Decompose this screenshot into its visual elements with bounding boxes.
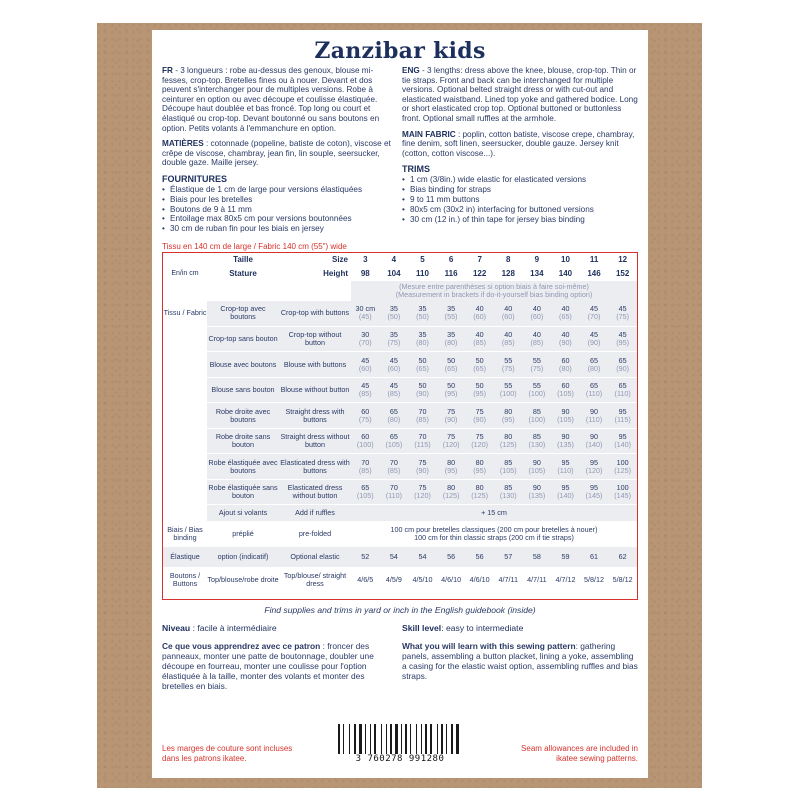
table-cell: 122 <box>472 268 487 278</box>
table-row <box>163 267 637 281</box>
table-cell: 55 (100) <box>494 377 523 403</box>
table-cell: 85 (100) <box>523 403 552 429</box>
table-cell: 90 (105) <box>551 403 580 429</box>
table-cell: 70 (110) <box>380 479 409 505</box>
table-cell: 146 <box>587 268 601 278</box>
table-cell: 45 (75) <box>608 301 637 327</box>
table-cell: 40 (60) <box>523 301 552 327</box>
table-cell: 35 (50) <box>408 301 437 327</box>
barcode-bar <box>460 724 461 754</box>
table-cell: 80 (95) <box>437 454 466 480</box>
materials-fr: MATIÈRES : cotonnade (popeline, batiste de coton), viscose et crêpe de viscose, chambray, jean fin, lin souple, seersucker, double gaze. Maille jersey. <box>162 139 391 168</box>
table-cell: 90 (140) <box>580 428 609 454</box>
barcode-bar <box>363 724 364 754</box>
table-cell: 60 (80) <box>551 352 580 378</box>
table-cell: 6 <box>448 254 454 264</box>
table-cell: 50 (95) <box>437 377 466 403</box>
table-cell: 65 (110) <box>608 377 637 403</box>
table-cell: 4/6/5 <box>357 574 374 584</box>
elastic-label-en: Optional elastic <box>279 547 351 567</box>
row-label-en: Blouse with buttons <box>279 352 351 378</box>
table-cell: 40 (85) <box>523 326 552 352</box>
table-row <box>163 352 637 378</box>
barcode-bar <box>448 724 450 754</box>
table-row <box>163 547 637 567</box>
table-cell: 80 (125) <box>465 479 494 505</box>
barcode-bar <box>456 724 459 754</box>
bias-value: 100 cm pour bretelles classiques (200 cm pour bretelles à nouer) 100 cm for thin classic straps (200 cm if tie straps) <box>390 524 598 542</box>
barcode-bar <box>345 724 348 754</box>
table-cell: 54 <box>380 547 409 567</box>
size-label: Size <box>331 254 348 264</box>
table-cell: 62 <box>608 547 637 567</box>
table-cell: 35 (80) <box>408 326 437 352</box>
row-label-en: Blouse without button <box>279 377 351 403</box>
bias-label-en: pre-folded <box>298 528 332 538</box>
table-cell: 56 <box>437 547 466 567</box>
table-cell: 75 (120) <box>408 479 437 505</box>
row-label-en: Elasticated dress without button <box>279 479 351 505</box>
barcode-bar <box>399 724 400 754</box>
fabric-width-note: Tissu en 140 cm de large / Fabric 140 cm (55") wide <box>162 241 347 251</box>
height-label: Height <box>323 268 348 278</box>
barcode-bar <box>433 724 436 754</box>
table-cell: 59 <box>551 547 580 567</box>
stature-label: Stature <box>229 268 257 278</box>
elastic-label-fr: option (indicatif) <box>207 547 279 567</box>
table-cell: 60 (100) <box>351 428 380 454</box>
bias-label: Biais / Bias binding <box>167 524 203 542</box>
table-cell: 4/7/12 <box>555 574 576 584</box>
supplies-title-fr: FOURNITURES <box>162 173 227 184</box>
barcode-bar <box>423 724 424 754</box>
barcode-bar <box>418 724 420 754</box>
description-columns <box>162 66 638 234</box>
table-cell: 50 (65) <box>465 352 494 378</box>
ruffle-label-en: Add if ruffles <box>279 505 351 521</box>
barcode-bar <box>439 724 440 754</box>
barcode-bar <box>430 724 432 754</box>
table-cell: 95 (145) <box>580 479 609 505</box>
table-cell: 85 (130) <box>494 479 523 505</box>
table-row <box>163 428 637 454</box>
table-cell: 128 <box>501 268 515 278</box>
row-label-en: Crop-top without button <box>279 326 351 352</box>
table-cell: 10 <box>561 254 570 264</box>
list-item: • 30 cm de ruban fin pour les biais en jersey <box>162 224 398 234</box>
table-cell: 45 (60) <box>380 352 409 378</box>
unit-label: En/in cm <box>171 269 199 277</box>
table-cell: 30 (70) <box>351 326 380 352</box>
table-cell: 80 (125) <box>494 428 523 454</box>
barcode-bar <box>388 724 389 754</box>
row-label-fr: Robe élastiquée sans bouton <box>207 479 279 505</box>
barcode-bar <box>349 724 350 754</box>
pattern-title: Zanzibar kids <box>314 38 486 64</box>
table-cell: 95 (110) <box>551 454 580 480</box>
table-cell: 134 <box>530 268 544 278</box>
bias-label-fr: préplié <box>232 528 254 538</box>
barcode-bar <box>416 724 417 754</box>
table-row <box>163 403 637 429</box>
table-cell: 65 (105) <box>380 428 409 454</box>
table-cell: 35 (50) <box>380 301 409 327</box>
table-cell: 152 <box>615 268 630 278</box>
table-cell: 65 (80) <box>380 403 409 429</box>
table-cell: 70 (85) <box>380 454 409 480</box>
row-label-fr: Crop-top avec boutons <box>207 301 279 327</box>
table-cell: 80 (95) <box>494 403 523 429</box>
table-cell: 65 (105) <box>351 479 380 505</box>
barcode-bar <box>383 724 385 754</box>
barcode-bar <box>372 724 373 754</box>
row-label-en: Crop-top with buttons <box>279 301 351 327</box>
bracket-note: (Mesure entre parenthèses si option biais à faire soi-même) (Measurement in brackets if do-it-yourself bias binding option) <box>351 281 637 301</box>
table-cell: 4/6/10 <box>441 574 462 584</box>
list-item: • Boutons de 9 à 11 mm <box>162 205 398 215</box>
table-cell: 40 (60) <box>465 301 494 327</box>
barcode-number: 3 760278 991280 <box>355 754 445 764</box>
table-cell: 4/7/11 <box>527 574 547 584</box>
table-row <box>163 253 637 267</box>
barcode-bar <box>412 724 415 754</box>
table-cell: 12 <box>618 254 628 264</box>
table-cell: 60 (105) <box>551 377 580 403</box>
table-cell: 40 (85) <box>494 326 523 352</box>
supplies-list-fr <box>162 185 398 234</box>
table-cell: 75 (120) <box>465 428 494 454</box>
column-fr <box>162 66 398 234</box>
table-cell: 4 <box>391 254 397 264</box>
table-cell: 65 (80) <box>580 352 609 378</box>
list-item: • 9 to 11 mm buttons <box>402 195 638 205</box>
table-cell: 55 (75) <box>494 352 523 378</box>
table-cell: 7 <box>477 254 482 264</box>
buttons-label-en: Top/blouse/ straight dress <box>283 570 347 588</box>
barcode-bar <box>454 724 455 754</box>
table-cell: 50 (90) <box>408 377 437 403</box>
find-supplies-note: Find supplies and trims in yard or inch in the English guidebook (inside) <box>264 604 536 615</box>
table-cell: 52 <box>351 547 380 567</box>
table-cell: 30 cm (45) <box>351 301 380 327</box>
table-cell: 50 (95) <box>465 377 494 403</box>
barcode-bar <box>367 724 369 754</box>
buttons-label-fr: Top/blouse/robe droite <box>207 574 279 584</box>
barcode-bar <box>395 724 398 754</box>
level-fr: Niveau : facile à intermédiaire <box>162 622 277 633</box>
buttons-label: Boutons / Buttons <box>169 570 201 588</box>
table-cell: 90 (135) <box>523 479 552 505</box>
row-label-fr: Blouse avec boutons <box>207 352 279 378</box>
barcode-bar <box>446 724 447 754</box>
table-cell: 56 <box>465 547 494 567</box>
table-cell: 35 (75) <box>380 326 409 352</box>
table-row <box>163 326 637 352</box>
barcode-bar <box>365 724 366 754</box>
barcode-bars <box>338 724 462 754</box>
table-cell: 4/5/10 <box>412 574 433 584</box>
table-cell: 45 (90) <box>580 326 609 352</box>
table-cell: 45 (85) <box>351 377 380 403</box>
table-cell: 55 (75) <box>523 352 552 378</box>
barcode-bar <box>386 724 387 754</box>
barcode-bar <box>374 724 376 754</box>
table-cell: 50 (65) <box>408 352 437 378</box>
supplies-title-en: TRIMS <box>402 164 430 175</box>
table-cell: 70 (85) <box>408 403 437 429</box>
table-cell: 40 (90) <box>551 326 580 352</box>
table-cell: 65 (90) <box>608 352 637 378</box>
row-label-en: Straight dress without button <box>279 428 351 454</box>
table-cell: 57 <box>494 547 523 567</box>
table-cell: 4/6/10 <box>469 574 490 584</box>
table-cell: 100 (145) <box>608 479 637 505</box>
list-item: • Biais pour les bretelles <box>162 195 398 205</box>
barcode-bar <box>343 724 344 754</box>
barcode-bar <box>351 724 353 754</box>
learn-fr: Ce que vous apprendrez avec ce patron : froncer des panneaux, monter une patte de boutonnage, doubler une découpe en fourreau, monter une coulisse pour l'option élastiquée à la taille, monter des volants et monter des bretelles en biais. <box>162 640 374 691</box>
table-cell: 40 (65) <box>551 301 580 327</box>
footer <box>162 724 638 764</box>
row-label-en: Elasticated dress with buttons <box>279 454 351 480</box>
table-cell: 95 (140) <box>608 428 637 454</box>
column-en <box>402 66 638 234</box>
table-cell: 40 (60) <box>494 301 523 327</box>
table-cell: 95 (115) <box>608 403 637 429</box>
list-item: • 30 cm (12 in.) of thin tape for jersey bias binding <box>402 215 638 225</box>
barcode-bar <box>401 724 402 754</box>
barcode-bar <box>402 724 404 754</box>
barcode-bar <box>425 724 427 754</box>
table-cell: 35 (80) <box>437 326 466 352</box>
barcode-bar <box>428 724 429 754</box>
list-item: • 80x5 cm (30x2 in) interfacing for buttoned versions <box>402 205 638 215</box>
barcode-bar <box>405 724 407 754</box>
list-item: • Entoilage max 80x5 cm pour versions boutonnées <box>162 214 398 224</box>
level-en: Skill level: easy to intermediate <box>402 622 524 633</box>
barcode-bar <box>357 724 358 754</box>
table-row <box>163 505 637 521</box>
table-row <box>163 521 637 547</box>
barcode-bar <box>381 724 382 754</box>
table-cell: 60 (75) <box>351 403 380 429</box>
pattern-back-sheet <box>152 30 648 778</box>
table-cell: 100 (125) <box>608 454 637 480</box>
list-item: • Bias binding for straps <box>402 185 638 195</box>
table-cell: 75 (90) <box>408 454 437 480</box>
barcode-bar <box>437 724 438 754</box>
supplies-list-en <box>402 175 638 224</box>
table-cell: 55 (100) <box>523 377 552 403</box>
table-row <box>163 281 637 301</box>
table-cell: 70 (115) <box>408 428 437 454</box>
table-cell: 104 <box>387 268 401 278</box>
row-label-fr: Blouse sans bouton <box>207 377 279 403</box>
elastic-label: Élastique <box>163 547 207 567</box>
table-cell: 45 (85) <box>380 377 409 403</box>
table-cell: 5 <box>420 254 425 264</box>
table-cell: 85 (105) <box>494 454 523 480</box>
table-cell: 61 <box>580 547 609 567</box>
ruffle-value: + 15 cm <box>351 505 637 521</box>
row-label-fr: Robe élastiquée avec boutons <box>207 454 279 480</box>
barcode-bar <box>354 724 356 754</box>
table-cell: 54 <box>408 547 437 567</box>
barcode-bar <box>370 724 371 754</box>
table-cell: 75 (90) <box>465 403 494 429</box>
table-cell: 5/8/12 <box>612 574 633 584</box>
table-cell: 98 <box>360 268 370 278</box>
table-cell: 8 <box>506 254 511 264</box>
table-cell: 75 (90) <box>437 403 466 429</box>
description-en: ENG - 3 lengths: dress above the knee, blouse, crop-top. Thin or tie straps. Front and back can be interchanged for multiple versions. Optional belted straight dress or with cut-out and elasticated waistband. Lined top yoke and gathered bodice. Long or short elasticated crop top. Optional buttoned or buttonless front. Optional small ruffles at the armhole. <box>402 66 638 123</box>
table-row <box>163 479 637 505</box>
table-cell: 45 (95) <box>608 326 637 352</box>
barcode-bar <box>410 724 411 754</box>
table-cell: 4/7/11 <box>498 574 518 584</box>
table-cell: 85 (130) <box>523 428 552 454</box>
barcode-bar <box>338 724 340 754</box>
description-fr: FR - 3 longueurs : robe au-dessus des genoux, blouse mi-fesses, crop-top. Bretelles fines ou à nouer. Devant et dos peuvent s'interchanger pour de multiples versions. Robe à ceinturer en option ou avec découpe et coulisse élastiquée. Découpe haut doublée et bas froncé. Top long ou court et élastiqué ou crop-top. Devant boutonné ou sans boutons en option. Petits volants à l'emmanchure en option. <box>162 66 380 133</box>
table-cell: 140 <box>558 268 573 278</box>
table-row <box>163 301 637 327</box>
row-label-fr: Crop-top sans bouton <box>207 326 279 352</box>
table-cell: 95 (120) <box>580 454 609 480</box>
size-chart-box <box>162 252 638 600</box>
barcode-bar <box>441 724 443 754</box>
learn-en: What you will learn with this sewing pattern: gathering panels, assembling a button placket, lining a yoke, assembling a casing for the elastic waist option, assembling ruffles and bias straps. <box>402 640 638 681</box>
table-cell: 90 (135) <box>551 428 580 454</box>
table-row <box>163 454 637 480</box>
table-cell: 90 (105) <box>523 454 552 480</box>
table-cell: 35 (55) <box>437 301 466 327</box>
table-cell: 65 (110) <box>580 377 609 403</box>
table-cell: 40 (85) <box>465 326 494 352</box>
table-cell: 5/8/12 <box>584 574 605 584</box>
table-cell: 45 (60) <box>351 352 380 378</box>
barcode-bar <box>359 724 362 754</box>
table-row <box>163 567 637 593</box>
barcode-bar <box>377 724 380 754</box>
row-label-fr: Robe droite sans bouton <box>207 428 279 454</box>
list-item: • 1 cm (3/8in.) wide elastic for elasticated versions <box>402 175 638 185</box>
table-cell: 80 (95) <box>465 454 494 480</box>
level-columns <box>162 615 638 691</box>
table-cell: 58 <box>523 547 552 567</box>
barcode-bar <box>341 724 342 754</box>
table-cell: 11 <box>589 254 599 264</box>
table-cell: 90 (110) <box>580 403 609 429</box>
size-chart-body <box>163 253 637 593</box>
seam-allowance-en: Seam allowances are included in ikatee sewing patterns. <box>521 744 638 763</box>
materials-en: MAIN FABRIC : poplin, cotton batiste, viscose crepe, chambray, fine denim, soft linen, seersucker, double gauze. Jersey knit (cotton, cotton viscose...). <box>402 129 635 158</box>
table-cell: 70 (85) <box>351 454 380 480</box>
table-cell: 9 <box>534 254 540 264</box>
row-label-fr: Robe droite avec boutons <box>207 403 279 429</box>
ruffle-label-fr: Ajout si volants <box>207 505 279 521</box>
barcode-bar <box>444 724 445 754</box>
table-cell: 4/5/9 <box>385 574 402 584</box>
row-label-en: Straight dress with buttons <box>279 403 351 429</box>
table-cell: 116 <box>444 268 458 278</box>
list-item: • Élastique de 1 cm de large pour versions élastiquées <box>162 185 398 195</box>
size-chart-table <box>163 253 637 593</box>
barcode-bar <box>393 724 394 754</box>
table-cell: 80 (125) <box>437 479 466 505</box>
seam-allowance-fr: Les marges de couture sont incluses dans les patrons ikatee. <box>162 744 293 763</box>
table-cell: 45 (70) <box>580 301 609 327</box>
table-cell: 50 (65) <box>437 352 466 378</box>
table-cell: 95 (140) <box>551 479 580 505</box>
fabric-label: Tissu / Fabric <box>163 301 207 327</box>
barcode-bar <box>408 724 409 754</box>
taille-label: Taille <box>233 254 253 264</box>
barcode-bar <box>451 724 453 754</box>
barcode <box>338 724 462 764</box>
table-cell: 75 (120) <box>437 428 466 454</box>
table-cell: 110 <box>416 268 429 278</box>
barcode-bar <box>390 724 392 754</box>
table-row <box>163 377 637 403</box>
table-cell: 3 <box>363 254 368 264</box>
barcode-bar <box>421 724 422 754</box>
